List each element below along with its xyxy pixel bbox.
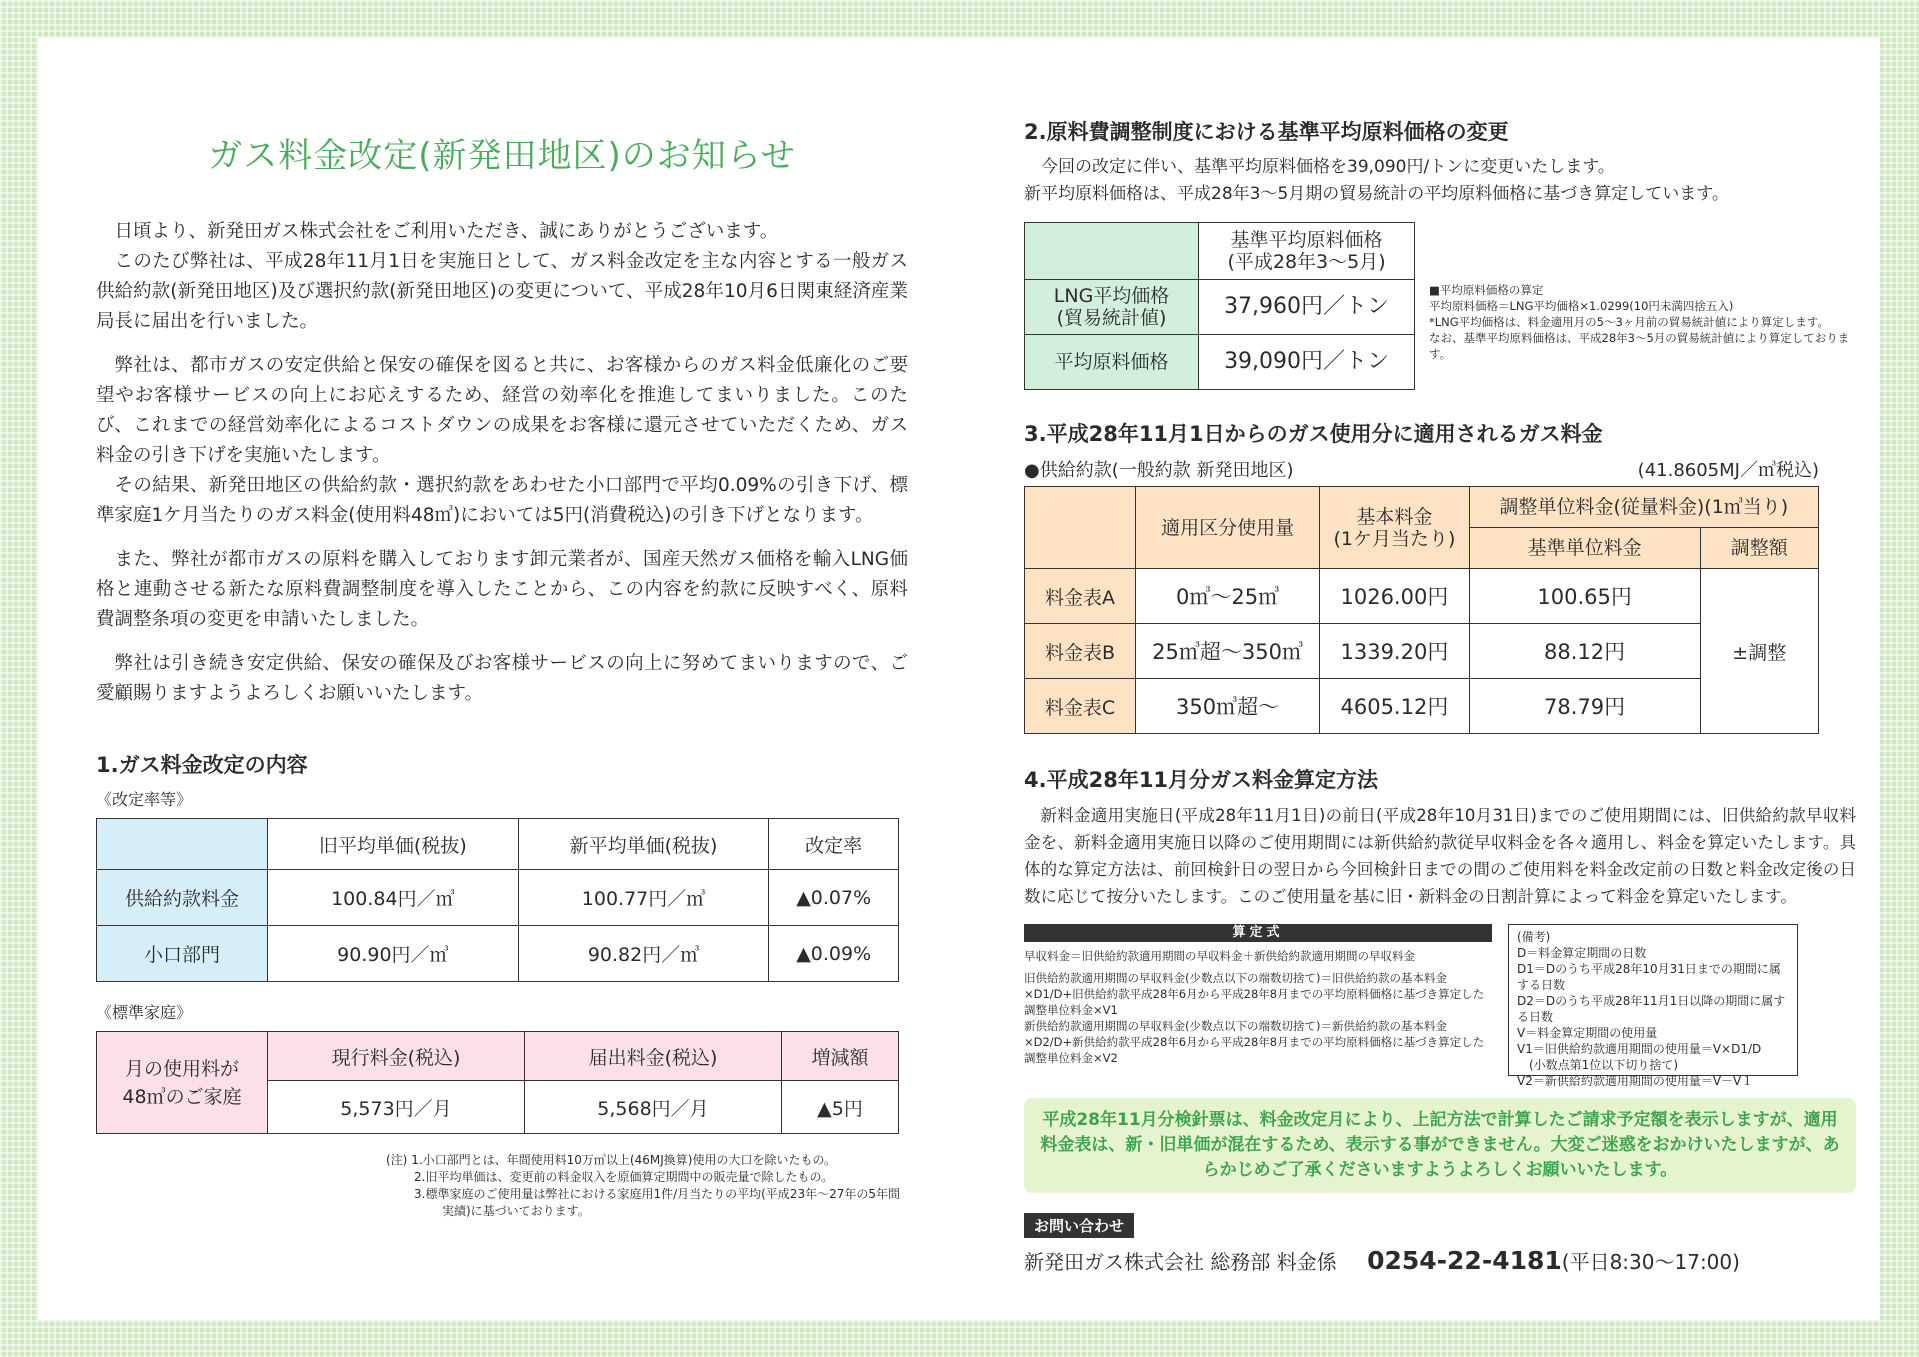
remarks-line: D＝料金算定期間の日数 [1517,946,1647,960]
row-label-line-2: (貿易統計値) [1056,307,1167,329]
table-cell: 350㎥超～ [1136,679,1320,734]
table-cell: 4605.12円 [1320,679,1470,734]
header-line-1: 基本料金 [1356,505,1433,528]
side-note-line: 平均原料価格＝LNG平均価格×1.0299(10円未満四捨五入) [1429,299,1734,313]
contact-label: お問い合わせ [1024,1213,1134,1238]
row-header [97,1032,268,1134]
formula-line: 新供給約款適用期間の早収料金(少数点以下の端数切捨て)＝新供給約款の基本料金×D2/D+新供給約款平成28年6月から平成28年8月までの平均原料価格に基づき算定した調整単位料金×V2 [1024,1019,1485,1065]
row-header: 料金表A [1025,569,1136,624]
table-corner-cell [1025,487,1136,569]
row-header: 小口部門 [97,926,268,982]
intro-paragraph-2: このたび弊社は、平成28年11月1日を実施日として、ガス料金改定を主な内容とする一般ガス供給約款(新発田地区)及び選択約款(新発田地区)の変更について、平成28年10月6日関東経済産業局長に届出を行いました。 [96,251,908,332]
table-row [1025,487,1819,528]
note-item [386,1152,908,1169]
row-header: 平均原料価格 [1025,335,1199,390]
table-cell: 5,568円／月 [524,1081,781,1134]
remarks-line: D2＝Dのうち平成28年11月1日以降の期間に属する日数 [1517,994,1786,1024]
home-label-line-2: 48㎥のご家庭 [122,1085,242,1108]
row-header: 供給約款料金 [97,870,268,926]
table-header: 現行料金(税込) [268,1032,525,1081]
remarks-box [1508,924,1798,1088]
rate-table [96,818,899,982]
fee-table-subtitle: ●供給約款(一般約款 新発田地区) [1024,460,1294,481]
home-table-label: 《標準家庭》 [96,1003,193,1022]
section-2-text-1: 今回の改定に伴い、基準平均原料価格を39,090円/トンに変更いたします。 [1041,157,1615,177]
fee-table [1024,486,1819,734]
intro-paragraph-1: 日頃より、新発田ガス株式会社をご利用いただき、誠にありがとうございます。 [114,221,779,242]
contact-company: 新発田ガス株式会社 総務部 料金係 [1024,1250,1337,1274]
table-cell: 1339.20円 [1320,624,1470,679]
table-row [1025,679,1819,734]
remarks-line: D1＝Dのうち平成28年10月31日までの期間に属する日数 [1517,962,1781,992]
left-column [96,128,908,1220]
header-line-2: (1ケ月当たり) [1333,527,1456,550]
table-cell: 100.65円 [1469,569,1700,624]
table-row [1025,280,1415,335]
table-cell: 0㎥～25㎥ [1136,569,1320,624]
table-row [1025,569,1819,624]
base-price-table [1024,222,1415,390]
table-row [97,870,899,926]
notes-prefix: (注) [386,1153,408,1167]
home-label-line-1: 月の使用料が [124,1057,239,1080]
remarks-line: V2＝新供給約款適用期間の使用量＝V－V１ [1517,1074,1754,1088]
table-row [1025,223,1415,280]
page-title: ガス料金改定(新発田地区)のお知らせ [208,136,796,176]
table-cell: 100.84円／㎥ [268,870,519,926]
section-4-text: 新料金適用実施日(平成28年11月1日)の前日(平成28年10月31日)までのご使用期間には、旧供給約款早収料金を、新料金適用実施日以降のご使用期間には新供給約款従早収料金を各々適用し、料金を算定いたします。具体的な算定方法は、前回検針日の翌日から今回検針日までの間のご使用料を料金改定前の日数と料金改定後の日数に応じて按分いたします。このご使用量を基に旧・新料金の日割計算によって料金を算定いたします。 [1024,806,1856,906]
table-cell: 78.79円 [1469,679,1700,734]
table-cell: ±調整 [1700,569,1818,734]
section-2-heading: 2.原料費調整制度における基準平均原料価格の変更 [1024,120,1509,144]
price-calc-note [1429,282,1856,362]
table-cell: 25㎥超～350㎥ [1136,624,1320,679]
header-line-2: (平成28年3～5月) [1227,251,1386,273]
table-header: 増減額 [781,1032,898,1081]
formula-area [1024,924,1856,1088]
side-note-line: ■平均原料価格の算定 [1429,283,1544,297]
row-header [1025,280,1199,335]
table-cell: ▲5円 [781,1081,898,1134]
table-cell: 37,960円／トン [1199,280,1415,335]
rate-table-label: 《改定率等》 [96,790,193,809]
table-cell: 1026.00円 [1320,569,1470,624]
remarks-line: (小数点第1位以下切り捨て) [1517,1058,1678,1072]
remarks-line: V＝料金算定期間の使用量 [1517,1026,1658,1040]
base-price-area [1024,222,1856,390]
table-cell: ▲0.07% [769,870,899,926]
table-row [1025,624,1819,679]
table-cell: 100.77円／㎥ [518,870,769,926]
table-header: 新平均単価(税抜) [518,819,769,870]
intro-paragraph-4: その結果、新発田地区の供給約款・選択約款をあわせた小口部門で平均0.09%の引き下げ、標準家庭1ケ月当たりのガス料金(使用料48㎥)においては5円(消費税込)の引き下げとなります。 [96,475,908,526]
note-text: 1.小口部門とは、年間使用料10万㎥以上(46MJ換算)使用の大口を除いたもの。 [411,1153,836,1167]
table-header: 調整額 [1700,528,1818,569]
formula-line: 旧供給約款適用期間の早収料金(少数点以下の端数切捨て)＝旧供給約款の基本料金×D1/D+旧供給約款平成28年6月から平成28年8月までの平均原料価格に基づき算定した調整単位料金×V1 [1024,971,1485,1017]
notes-block [386,1152,908,1220]
side-note-line: なお、基準平均原料価格は、平成28年3～5月の貿易統計値により算定しております。 [1429,331,1850,361]
remarks-line: V1＝旧供給約款適用期間の使用量＝V×D1/D [1517,1042,1762,1056]
table-cell: 90.82円／㎥ [518,926,769,982]
table-corner-cell [1025,223,1199,280]
note-item: 3.標準家庭のご使用量は弊社における家庭用1件/月当たりの平均(平成23年～27年の5年間実績)に基づいております。 [414,1187,900,1218]
standard-home-table [96,1031,899,1134]
header-line-1: 基準平均原料価格 [1230,229,1383,251]
table-header [1199,223,1415,280]
fee-table-caption [1024,456,1819,482]
right-column [1024,116,1856,1275]
table-cell: 39,090円／トン [1199,335,1415,390]
page-sheet [38,38,1880,1320]
notice-box: 平成28年11月分検針票は、料金改定月により、上記方法で計算したご請求予定額を表示しますが、適用料金表は、新・旧単価が混在するため、表示する事ができません。大変ご迷惑をおかけいたしますが、あらかじめご了承くださいますようよろしくお願いいたします。 [1024,1098,1856,1193]
table-header: 届出料金(税込) [524,1032,781,1081]
row-header: 料金表B [1025,624,1136,679]
table-cell: 88.12円 [1469,624,1700,679]
table-header: 適用区分使用量 [1136,487,1320,569]
section-4-heading: 4.平成28年11月分ガス料金算定方法 [1024,768,1379,792]
remarks-line: (備考) [1517,930,1551,944]
row-header: 料金表C [1025,679,1136,734]
side-note-line: *LNG平均価格は、料金適用月の5～3ヶ月前の貿易統計値により算定します。 [1429,315,1829,329]
table-cell: 90.90円／㎥ [268,926,519,982]
section-2-text-2: 新平均原料価格は、平成28年3～5月期の貿易統計の平均原料価格に基づき算定しています。 [1024,184,1729,204]
contact-phone[interactable]: 0254-22-4181 [1367,1246,1562,1275]
table-corner-cell [97,819,268,870]
intro-paragraph-5: また、弊社が都市ガスの原料を購入しております卸元業者が、国産天然ガス価格を輸入LNG価格と連動させる新たな原料費調整制度を導入したことから、この内容を約款に反映すべく、原料費調整条項の変更を申請いたしました。 [96,549,908,630]
section-3-heading: 3.平成28年11月1日からのガス使用分に適用されるガス料金 [1024,422,1603,446]
formula-line: 早収料金＝旧供給約款適用期間の早収料金＋新供給約款適用期間の早収料金 [1024,949,1415,963]
table-header: 調整単位料金(従量料金)(1㎥当り) [1469,487,1818,528]
note-item: 2.旧平均単価は、変更前の料金収入を原価算定期間中の販売量で除したもの。 [414,1170,833,1184]
section-1-heading: 1.ガス料金改定の内容 [96,753,308,777]
table-row [1025,335,1415,390]
table-cell: 5,573円／月 [268,1081,525,1134]
table-header: 基準単位料金 [1469,528,1700,569]
intro-paragraph-6: 弊社は引き続き安定供給、保安の確保及びお客様サービスの向上に努めてまいりますので、ご愛顧賜りますようよろしくお願いいたします。 [96,653,908,704]
formula-block [1024,924,1492,1076]
table-row [97,926,899,982]
fee-table-unit: (41.8605MJ／㎥税込) [1637,460,1819,481]
formula-title: 算定式 [1024,924,1492,942]
contact-line [1024,1246,1856,1275]
table-header [1320,487,1470,569]
contact-hours: (平日8:30～17:00) [1561,1250,1740,1274]
table-row [97,1032,899,1081]
table-header: 改定率 [769,819,899,870]
table-cell: ▲0.09% [769,926,899,982]
table-row [97,819,899,870]
intro-paragraph-3: 弊社は、都市ガスの安定供給と保安の確保を図ると共に、お客様からのガス料金低廉化のご要望やお客様サービスの向上にお応えするため、経営の効率化を推進してまいりました。このたび、これまでの経営効率化によるコストダウンの成果をお客様に還元させていただくため、ガス料金の引き下げを実施いたします。 [96,355,908,466]
table-header: 旧平均単価(税抜) [268,819,519,870]
row-label-line-1: LNG平均価格 [1053,285,1170,307]
